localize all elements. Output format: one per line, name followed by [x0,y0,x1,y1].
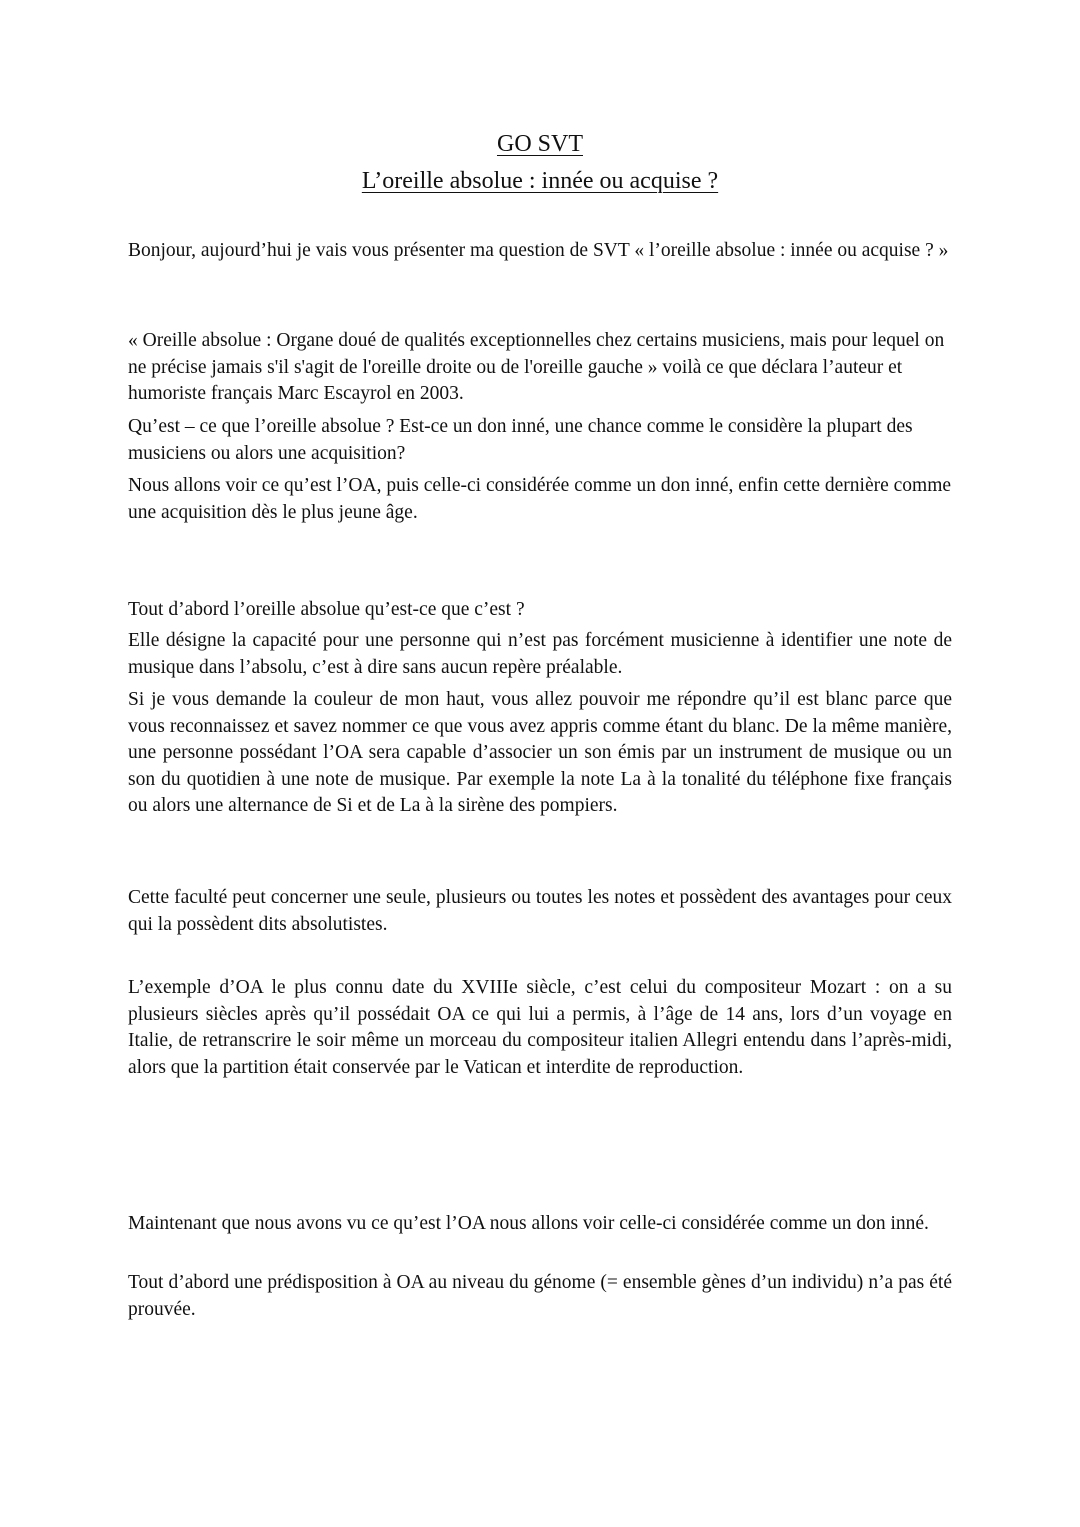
document-title: GO SVT [496,131,583,157]
faculty-paragraph: Cette faculté peut concerner une seule, plusieurs ou toutes les notes et possèdent des avantages pour ceux qui la possèdent dits absolutistes. [128,887,952,935]
mozart-paragraph: L’exemple d’OA le plus connu date du XVIIIe siècle, c’est celui du compositeur Mozart : on a su plusieurs siècles après qu’il possédait OA ce qui lui a permis, à l’âge de 14 ans, lors d’un voyage en Italie, de retranscrire le soir même un morceau du compositeur italien Allegri entendu dans l’après-midi, alors que la partition était conservée par le Vatican et interdite de reproduction. [128,977,952,1078]
transition-paragraph: Maintenant que nous avons vu ce qu’est l’OA nous allons voir celle-ci considérée comme un don inné. [128,1213,929,1234]
example-paragraph: Si je vous demande la couleur de mon haut, vous allez pouvoir me répondre qu’il est blanc parce que vous reconnaissez et savez nommer ce que vous avez appris comme étant du blanc. De la même manière, une personne possédant l’OA sera capable d’associer un son émis par un instrument de musique ou un son du quotidien à une note de musique. Par exemple la note La à la tonalité du téléphone fixe français ou alors une alternance de Si et de La à la sirène des pompiers. [128,689,952,816]
definition-paragraph: Elle désigne la capacité pour une personne qui n’est pas forcément musicienne à identifier une note de musique dans l’absolu, c’est à dire sans aucun repère préalable. [128,630,952,678]
intro-paragraph: Bonjour, aujourd’hui je vais vous présenter ma question de SVT « l’oreille absolue : innée ou acquise ? » [128,240,949,261]
genome-paragraph: Tout d’abord une prédisposition à OA au niveau du génome (= ensemble gènes d’un individu) n’a pas été prouvée. [128,1272,952,1320]
plan-paragraph: Nous allons voir ce qu’est l’OA, puis celle-ci considérée comme un don inné, enfin cette dernière comme une acquisition dès le plus jeune âge. [128,475,952,523]
section-intro-paragraph: Tout d’abord l’oreille absolue qu’est-ce que c’est ? [128,599,525,620]
quote-paragraph: « Oreille absolue : Organe doué de qualités exceptionnelles chez certains musiciens, mais pour lequel on ne précise jamais s'il s'agit de l'oreille droite ou de l'oreille gauche » voilà ce que déclara l’auteur et humoriste français Marc Escayrol en 2003. [128,330,945,404]
document-subtitle: L’oreille absolue : innée ou acquise ? [361,168,719,194]
problem-paragraph: Qu’est – ce que l’oreille absolue ? Est-ce un don inné, une chance comme le considère la plupart des musiciens ou alors une acquisition? [128,416,913,464]
